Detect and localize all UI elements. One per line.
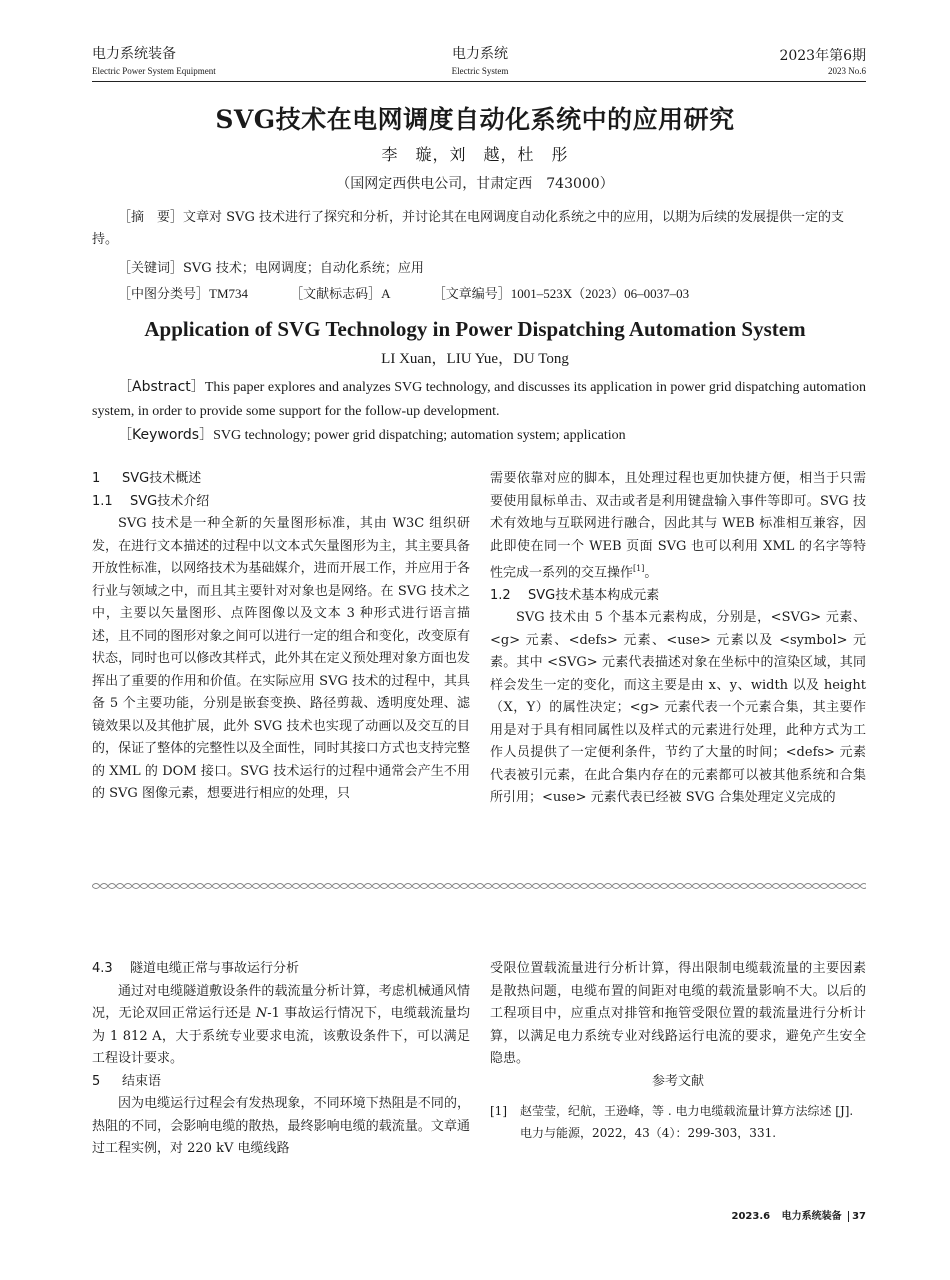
reference-number: [1] (490, 1104, 507, 1118)
footer-journal: 电力系统装备 (781, 1211, 842, 1222)
reference-item (490, 1100, 866, 1144)
section-4-3-title: 隧道电缆正常与事故运行分析 (130, 961, 300, 976)
article-no-label: ［文章编号］ (432, 287, 511, 302)
section-1-1-paragraph: SVG 技术是一种全新的矢量图形标准，其由 W3C 组织研发，在进行文本描述的过程中以文本式矢量图形为主，其主要具备开放性标准，以网络技术为基础媒介，进而开展工作，并应用于各行业与领域之中，而且其主要针对对象也是网络。在 SVG 技术之中，主要以矢量图形、点阵图像以及文本 3 种形式进行语言描述，且不同的图形对象之间可以进行一定的组合和变化，改变原有状态，同时也可以修改其样式，此外其在定义预处理对象方面也发挥出了重要的作用和价值。在实际应用 SVG 技术的过程中，其具备 5 个主要功能，分别是嵌套变换、路径剪裁、透明度处理、滤镜效果以及其他扩展，此外 SVG 技术也实现了动画以及交互的目的，保证了整体的完整性以及全面性，同时其接口方式也支持完整的 XML 的 DOM 接口。SVG 技术运行的过程中通常会产生不用的 SVG 图像元素，想要进行相应的处理，只 (92, 516, 470, 801)
references-heading: 参考文献 (651, 1073, 704, 1089)
keywords-cn (118, 258, 866, 280)
abstract-cn-label: ［摘 要］ (118, 210, 184, 225)
footer-separator (848, 1211, 849, 1222)
clc-value: TM734 (209, 286, 249, 301)
header-journal-en: Electric Power System Equipment (92, 66, 216, 76)
header-issue-en: 2023 No.6 (828, 66, 866, 76)
title-en: Application of SVG Technology in Power Dispatching Automation System (144, 317, 806, 341)
abstract-en-text: This paper explores and analyzes SVG technology, and discusses its application in power grid dispatching automation system, in order to provide some support for the follow-up development. (92, 380, 866, 419)
authors-cn: 李 璇，刘 越，杜 彤 (381, 145, 569, 164)
right-column-bottom (490, 958, 866, 1093)
footer-page: 37 (852, 1211, 866, 1222)
reference-text: 赵莹莹，纪航，王逊峰，等 . 电力电缆载流量计算方法综述 [J]. 电力与能源，2022，43（4）：299-303，331. (520, 1104, 854, 1140)
doc-code-value: A (381, 286, 391, 301)
abstract-cn (92, 207, 866, 251)
citation-1: [1] (633, 564, 645, 573)
section-1-1-heading: 1.1 SVG技术介绍 (92, 493, 210, 509)
right-column-top (490, 468, 866, 810)
section-1-2-title: SVG技术基本构成元素 (528, 587, 660, 603)
section-4-3-paragraph: 通过对电缆隧道敷设条件的载流量分析计算，考虑机械通风情况，无论双回正常运行还是 N-1 事故运行情况下，电缆载流量均为 1 812 A，大于系统专业要求电流，该敷设条件下，可以满足工程设计要求。 (92, 983, 471, 1066)
section-1-1-title: SVG技术介绍 (130, 493, 210, 509)
header-journal-cn: 电力系统装备 (92, 46, 176, 62)
keywords-cn-text: SVG 技术；电网调度；自动化系统；应用 (183, 261, 424, 276)
section-1-heading: 1 SVG技术概述 (92, 471, 202, 486)
abstract-en-label: ［Abstract］ (118, 379, 205, 395)
section-1-2-paragraph: SVG 技术由 5 个基本元素构成，分别是，<SVG> 元素、<g> 元素、<defs> 元素、<use> 元素以及 <symbol> 元素。其中 <SVG> 元素代表描述对象在坐标中的渲染区域，其同样会发生一定的变化，而这主要是由 x、y、width 以及 height（X，Y）的属性决定；<g> 元素代表一个元素合集，其主要作用是对于具有相同属性以及样式的元素进行处理，此种方式为工作人员提供了一定便利条件，节约了大量的时间；<defs> 元素代表被引元素，在此合集内存在的元素都可以被其他系统和合集所引用；<use> 元素代表已经被 SVG 合集处理定义完成的 (490, 610, 866, 806)
wave-divider (92, 878, 866, 894)
section-1-title: SVG技术概述 (122, 471, 202, 486)
footer-issue: 2023.6 (731, 1211, 771, 1222)
article-no-value: 1001–523X（2023）06–0037–03 (510, 286, 690, 301)
authors-en: LI Xuan，LIU Yue，DU Tong (381, 351, 569, 367)
clc-label: ［中图分类号］ (118, 287, 210, 302)
header-section-cn: 电力系统 (452, 46, 508, 62)
left-column-top (92, 468, 470, 806)
abstract-en (92, 375, 866, 424)
left-column-bottom (92, 958, 470, 1161)
affiliation-cn: （国网定西供电公司，甘肃定西 743000） (336, 176, 614, 192)
keywords-en (118, 423, 866, 448)
keywords-en-label: ［Keywords］ (118, 427, 214, 443)
section-4-3-heading: 4.3 隧道电缆正常与事故运行分析 (92, 961, 300, 976)
keywords-cn-label: ［关键词］ (118, 261, 184, 276)
header-issue-cn: 2023年第6期 (779, 48, 866, 64)
classification-line (118, 283, 866, 306)
section-1-1-continued: 需要依靠对应的脚本，且处理过程也更加快捷方便，相当于只需要使用鼠标单击、双击或者是利用键盘输入事件等即可。SVG 技术有效地与互联网进行融合，因此其与 WEB 标准相互兼容，因此即使在同一个 WEB 页面 SVG 也可以利用 XML 的名字等特性完成一系列的交互操作[1]。 (490, 471, 866, 581)
page-footer (566, 1207, 866, 1222)
keywords-en-text: SVG technology; power grid dispatching; automation system; application (213, 428, 626, 443)
section-5-continued: 受限位置载流量进行分析计算，得出限制电缆载流量的主要因素是散热问题，电缆布置的间距对电缆的载流量影响不大。以后的工程项目中，应重点对排管和拖管受限位置的载流量进行分析计算，以满足电力系统专业对线路运行电流的要求，避免产生安全隐患。 (490, 961, 866, 1066)
section-5-paragraph: 因为电缆运行过程会有发热现象，不同环境下热阻是不同的，热阻的不同，会影响电缆的散热，最终影响电缆的载流量。文章通过工程实例，对 220 kV 电缆线路 (92, 1096, 470, 1156)
abstract-cn-text: 文章对 SVG 技术进行了探究和分析，并讨论其在电网调度自动化系统之中的应用，以期为后续的发展提供一定的支持。 (92, 210, 844, 247)
section-5-title: 结束语 (122, 1073, 162, 1089)
doc-code-label: ［文献标志码］ (290, 287, 382, 302)
header-rule (92, 81, 866, 82)
title-cn: SVG技术在电网调度自动化系统中的应用研究 (215, 105, 735, 134)
section-1-2-heading: 1.2 SVG技术基本构成元素 (490, 587, 660, 603)
header-section-en: Electric System (451, 66, 509, 76)
section-5-heading: 5 结束语 (92, 1073, 162, 1089)
